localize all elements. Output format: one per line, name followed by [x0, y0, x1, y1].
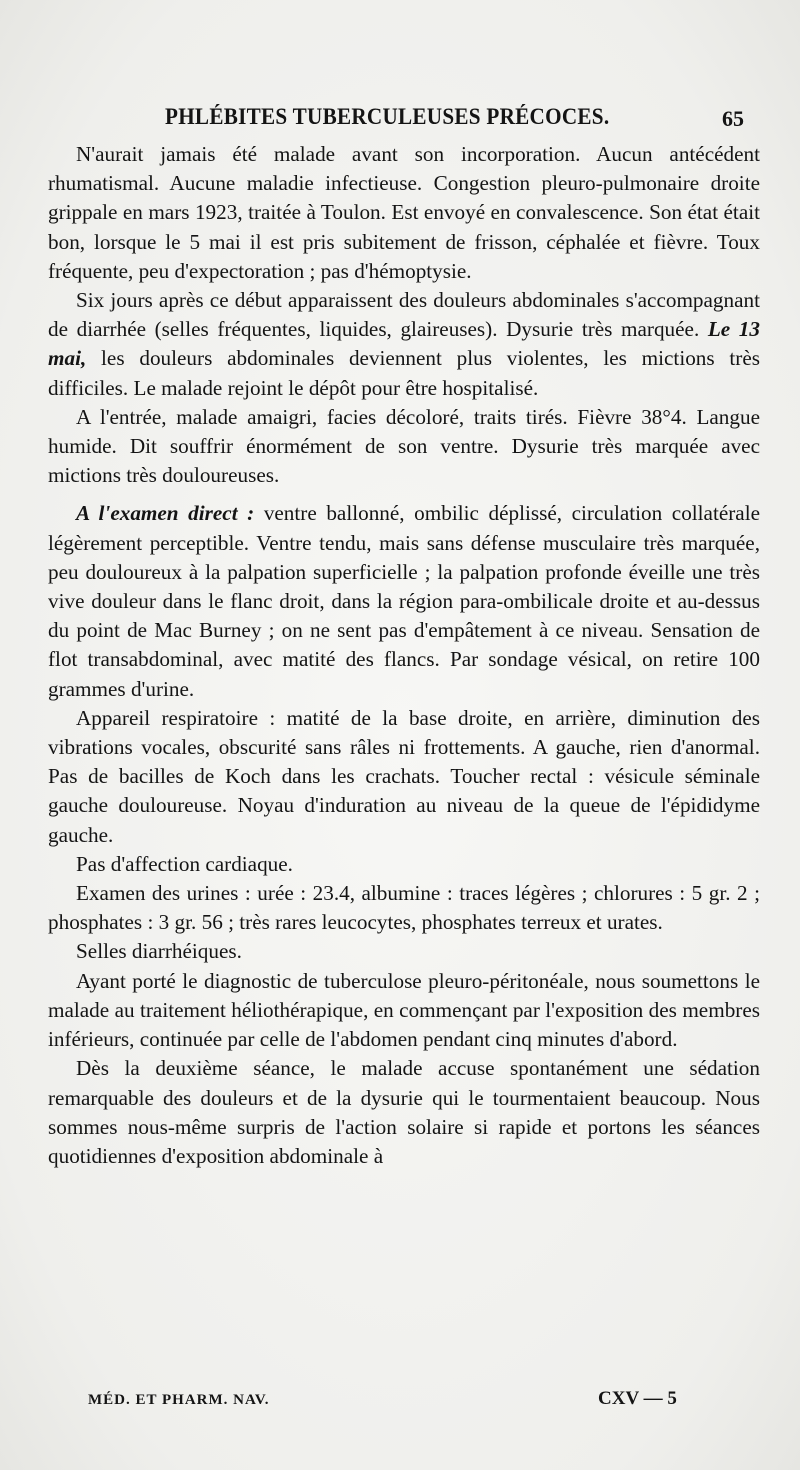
paragraph: Dès la deuxième séance, le malade accuse spontanément une sédation remarquable des douleurs et de la dysurie qui le tourmentaient beaucoup. Nous sommes nous-même surpris de l'action solaire si rapide et portons les séances quotidiennes d'exposition abdominale à — [48, 1056, 760, 1168]
body-text — [48, 140, 760, 1171]
page-number: 65 — [722, 106, 744, 131]
paragraph: Appareil respiratoire : matité de la base droite, en arrière, diminution des vibrations vocales, obscurité sans râles ni frottements. A gauche, rien d'anormal. Pas de bacilles de Koch dans les crachats. Toucher rectal : vésicule séminale gauche douloureuse. Noyau d'induration au niveau de la queue de l'épididyme gauche. — [48, 705, 760, 847]
section-emphasis: A l'examen direct : — [76, 501, 255, 526]
paragraph: Examen des urines : urée : 23.4, albumine : traces légères ; chlorures : 5 gr. 2 ; phosphates : 3 gr. 56 ; très rares leucocytes, phosphates terreux et urates. — [48, 881, 760, 935]
sheet-mark: CXV — 5 — [598, 1388, 677, 1409]
text-run: ventre ballonné, ombilic déplissé, circulation collatérale légèrement perceptible. Ventre tendu, mais sans défense musculaire très marquée, peu douloureux à la palpation superficielle ; la palpation profonde éveille une très vive douleur dans le flanc droit, dans la région para-ombilicale droite et au-dessus du point de Mac Burney ; on ne sent pas d'empâtement à ce niveau. Sensation de flot transabdominal, avec matité des flancs. Par sondage vésical, on retire 100 grammes d'urine. — [48, 501, 761, 701]
paragraph: Ayant porté le diagnostic de tuberculose pleuro-péritonéale, nous soumettons le malade au traitement héliothérapique, en commençant par l'exposition des membres inférieurs, continuée par celle de l'abdomen pendant cinq minutes d'abord. — [48, 968, 760, 1052]
paragraph: A l'entrée, malade amaigri, facies décoloré, traits tirés. Fièvre 38°4. Langue humide. Dit souffrir énormément de son ventre. Dysurie très marquée avec mictions très douloureuses. — [48, 404, 760, 488]
paragraph: Pas d'affection cardiaque. — [76, 851, 293, 876]
text-run: Six jours après ce début apparaissent des douleurs abdominales s'accompagnant de diarrhée (selles fréquentes, liquides, glaireuses). Dysurie très marquée. — [48, 288, 760, 342]
signature-mark: MÉD. ET PHARM. NAV. — [88, 1392, 270, 1408]
paragraph: N'aurait jamais été malade avant son incorporation. Aucun antécédent rhumatismal. Aucune maladie infectieuse. Congestion pleuro-pulmonaire droite grippale en mars 1923, traitée à Toulon. Est envoyé en convalescence. Son état était bon, lorsque le 5 mai il est pris subitement de frisson, céphalée et fièvre. Toux fréquente, peu d'expectoration ; pas d'hémoptysie. — [48, 142, 760, 283]
date-emphasis: Le 13 mai, — [48, 317, 760, 371]
running-title: PHLÉBITES TUBERCULEUSES PRÉCOCES. — [165, 104, 610, 129]
paragraph: Selles diarrhéiques. — [76, 939, 242, 964]
text-run: les douleurs abdominales deviennent plus violentes, les mictions très difficiles. Le malade rejoint le dépôt pour être hospitalisé. — [48, 346, 760, 400]
paragraph — [48, 286, 760, 403]
paragraph — [48, 499, 760, 703]
